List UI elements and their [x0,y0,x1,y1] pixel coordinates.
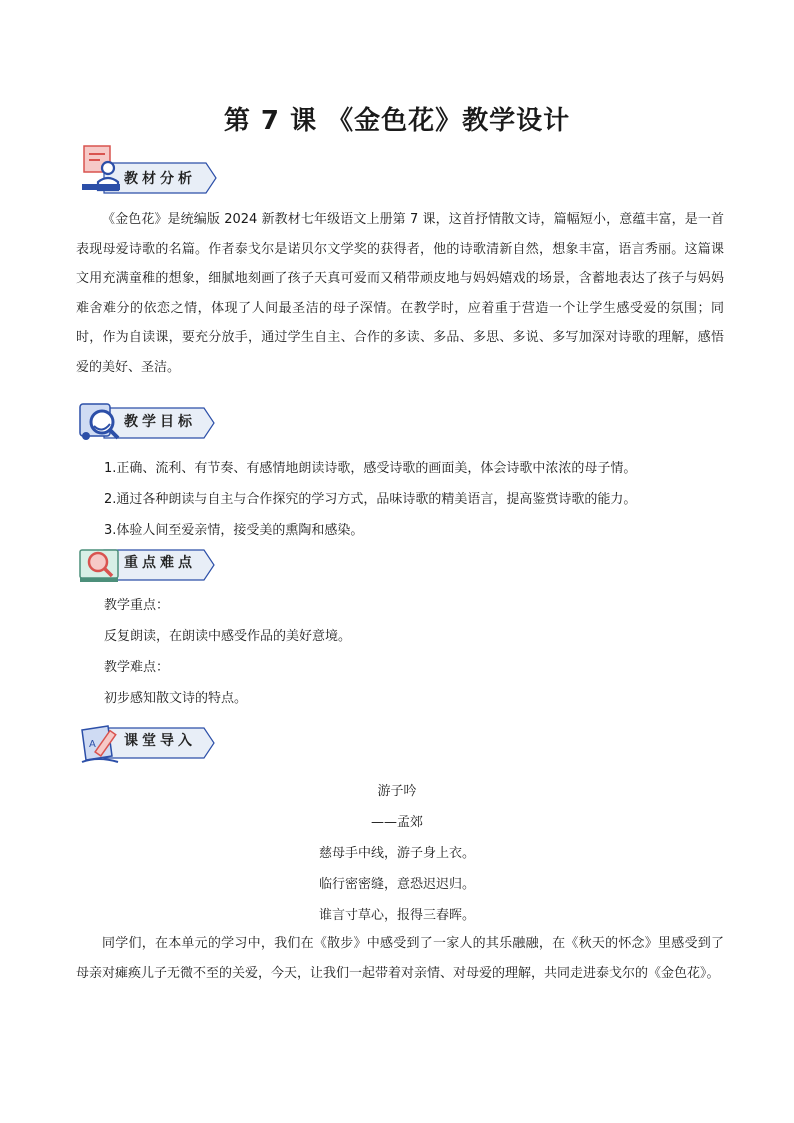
poem-line: 慈母手中线，游子身上衣。 [318,846,475,861]
section-heading-goals [78,398,218,446]
intro-paragraph: 同学们，在本单元的学习中，我们在《散步》中感受到了一家人的其乐融融，在《秋天的怀念》里感受到了母亲对瘫痪儿子无微不至的关爱，今天，让我们一起带着对亲情、对母爱的理解，共同走进泰戈尔的《金色花》。 [76,936,724,981]
search-book-icon [78,544,122,590]
poem-title: 游子吟 [377,784,417,799]
analysis-paragraph: 《金色花》是统编版 2024 新教材七年级语文上册第 7 课，这首抒情散文诗，篇幅短小，意蕴丰富，是一首表现母爱诗歌的名篇。作者泰戈尔是诺贝尔文学奖的获得者，他的诗歌清新自然，想象丰富，语言秀丽。这篇课文用充满童稚的想象，细腻地刻画了孩子天真可爱而又稍带顽皮地与妈妈嬉戏的场景，含蓄地表达了孩子与妈妈难舍难分的依恋之情，体现了人间最圣洁的母子深情。在教学时，应着重于营造一个让学生感受爱的氛围；同时，作为自读课，要充分放手，通过学生自主、合作的多读、多品、多思、多说、多写加深对诗歌的理解，感悟爱的美好、圣洁。 [76,212,724,375]
difficulty-text: 初步感知散文诗的特点。 [104,691,248,706]
section-heading-analysis [78,144,218,192]
poem-line: 谁言寸草心，报得三春晖。 [318,908,475,923]
section-label-key-points: 重点难点 [124,555,196,571]
section-label-analysis: 教材分析 [124,171,196,187]
section-heading-key-points [78,544,218,592]
book-reader-icon [78,144,124,198]
section-label-intro: 课堂导入 [124,733,196,749]
focus-text: 反复朗读，在朗读中感受作品的美好意境。 [104,629,352,644]
section-label-goals: 教学目标 [124,414,196,430]
goal-item: 1.正确、流利、有节奏、有感情地朗读诗歌，感受诗歌的画面美，体会诗歌中浓浓的母子情。 [104,461,637,476]
goal-item: 3.体验人间至爱亲情，接受美的熏陶和感染。 [104,523,364,538]
magnifier-target-icon [78,398,122,448]
svg-text:A: A [89,739,96,750]
pencil-paper-icon [78,720,124,770]
poem-line: 临行密密缝，意恐迟迟归。 [318,877,475,892]
focus-label: 教学重点： [104,598,170,613]
page-title: 第 7 课 《金色花》教学设计 [223,106,571,136]
section-heading-intro [78,720,218,768]
poem-author: ——孟郊 [370,815,423,830]
goal-item: 2.通过各种朗读与自主与合作探究的学习方式，品味诗歌的精美语言，提高鉴赏诗歌的能力。 [104,492,637,507]
difficulty-label: 教学难点： [104,660,170,675]
